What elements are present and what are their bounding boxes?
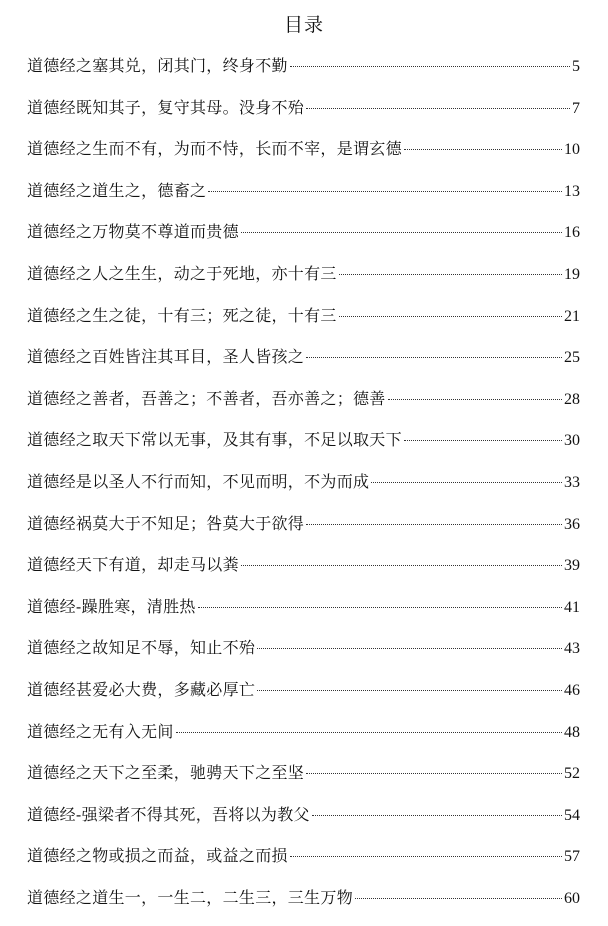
toc-page-number: 46 xyxy=(564,681,580,699)
toc-page-number: 33 xyxy=(564,473,580,491)
toc-entry-title: 道德经之无有入无间 xyxy=(27,721,174,741)
toc-entry-title: 道德经之生而不有，为而不恃，长而不宰，是谓玄德 xyxy=(27,139,402,159)
toc-page-number: 39 xyxy=(564,557,580,575)
toc-page-number: 19 xyxy=(564,265,580,283)
toc-page-number: 28 xyxy=(564,390,580,408)
toc-entry[interactable] xyxy=(27,511,580,553)
toc-list xyxy=(27,53,580,926)
toc-entry-title: 道德经-躁胜寒，清胜热 xyxy=(27,596,196,616)
toc-entry[interactable] xyxy=(27,386,580,428)
toc-entry[interactable] xyxy=(27,677,580,719)
toc-entry-title: 道德经之百姓皆注其耳目，圣人皆孩之 xyxy=(27,347,305,367)
toc-dot-leader xyxy=(290,66,570,67)
toc-dot-leader xyxy=(257,648,562,649)
toc-page-number: 7 xyxy=(572,99,580,117)
toc-page-number: 5 xyxy=(572,58,580,75)
toc-entry[interactable] xyxy=(27,303,580,345)
toc-page-number: 21 xyxy=(564,307,580,325)
toc-entry[interactable] xyxy=(27,469,580,511)
toc-dot-leader xyxy=(339,316,562,317)
toc-page-number: 30 xyxy=(564,432,580,450)
toc-dot-leader xyxy=(339,274,562,275)
toc-entry-title: 道德经之生之徒，十有三；死之徒，十有三 xyxy=(27,305,337,325)
toc-page-number: 52 xyxy=(564,765,580,783)
toc-entry[interactable] xyxy=(27,53,580,95)
toc-page-number: 48 xyxy=(564,723,580,741)
toc-entry[interactable] xyxy=(27,552,580,594)
toc-dot-leader xyxy=(306,773,562,774)
toc-entry-title: 道德经之塞其兑，闭其门，终身不勤 xyxy=(27,56,288,75)
toc-entry-title: 道德经之天下之至柔，驰骋天下之至坚 xyxy=(27,763,305,783)
toc-entry-title: 道德经之万物莫不尊道而贵德 xyxy=(27,222,239,242)
toc-entry[interactable] xyxy=(27,136,580,178)
toc-entry[interactable] xyxy=(27,802,580,844)
toc-entry-title: 道德经天下有道，却走马以粪 xyxy=(27,555,239,575)
toc-entry[interactable] xyxy=(27,178,580,220)
toc-dot-leader xyxy=(388,399,562,400)
toc-dot-leader xyxy=(208,191,562,192)
toc-page-number: 16 xyxy=(564,224,580,242)
toc-page-number: 13 xyxy=(564,182,580,200)
toc-dot-leader xyxy=(290,856,562,857)
toc-dot-leader xyxy=(306,524,562,525)
toc-entry[interactable] xyxy=(27,843,580,885)
toc-dot-leader xyxy=(404,149,562,150)
toc-page-number: 10 xyxy=(564,141,580,159)
toc-page-number: 25 xyxy=(564,349,580,367)
toc-entry-title: 道德经祸莫大于不知足；咎莫大于欲得 xyxy=(27,513,305,533)
toc-entry-title: 道德经之善者，吾善之；不善者，吾亦善之；德善 xyxy=(27,388,386,408)
toc-entry-title: 道德经之物或损之而益，或益之而损 xyxy=(27,846,288,866)
toc-page-number: 60 xyxy=(564,889,580,907)
toc-entry-title: 道德经甚爱必大费，多藏必厚亡 xyxy=(27,679,256,699)
toc-entry[interactable] xyxy=(27,261,580,303)
toc-dot-leader xyxy=(306,357,562,358)
toc-page-number: 41 xyxy=(564,598,580,616)
toc-entry[interactable] xyxy=(27,427,580,469)
toc-dot-leader xyxy=(371,482,562,483)
toc-entry[interactable] xyxy=(27,344,580,386)
toc-dot-leader xyxy=(176,732,562,733)
toc-entry[interactable] xyxy=(27,95,580,137)
toc-entry[interactable] xyxy=(27,760,580,802)
toc-entry-title: 道德经之取天下常以无事，及其有事，不足以取天下 xyxy=(27,430,402,450)
toc-title: 目录 xyxy=(283,14,324,36)
toc-entry-title: 道德经之故知足不辱，知止不殆 xyxy=(27,638,256,658)
toc-entry-title: 道德经既知其子，复守其母。没身不殆 xyxy=(27,97,305,117)
toc-page-number: 57 xyxy=(564,848,580,866)
toc-entry-title: 道德经之道生之，德畜之 xyxy=(27,180,207,200)
toc-dot-leader xyxy=(241,232,562,233)
toc-entry[interactable] xyxy=(27,594,580,636)
toc-dot-leader xyxy=(241,565,562,566)
toc-entry-title: 道德经之人之生生，动之于死地，亦十有三 xyxy=(27,263,337,283)
toc-entry[interactable] xyxy=(27,219,580,261)
toc-entry-title: 道德经之道生一，一生二，二生三，三生万物 xyxy=(27,887,354,907)
toc-entry-title: 道德经是以圣人不行而知，不见而明，不为而成 xyxy=(27,471,370,491)
toc-dot-leader xyxy=(404,440,562,441)
toc-dot-leader xyxy=(312,815,562,816)
toc-page-number: 43 xyxy=(564,640,580,658)
toc-entry[interactable] xyxy=(27,885,580,926)
toc-dot-leader xyxy=(198,607,562,608)
toc-dot-leader xyxy=(355,898,562,899)
toc-entry[interactable] xyxy=(27,635,580,677)
toc-dot-leader xyxy=(306,108,570,109)
toc-page-number: 36 xyxy=(564,515,580,533)
toc-page-number: 54 xyxy=(564,806,580,824)
toc-entry[interactable] xyxy=(27,719,580,761)
toc-entry-title: 道德经-强梁者不得其死，吾将以为教父 xyxy=(27,804,310,824)
toc-dot-leader xyxy=(257,690,562,691)
